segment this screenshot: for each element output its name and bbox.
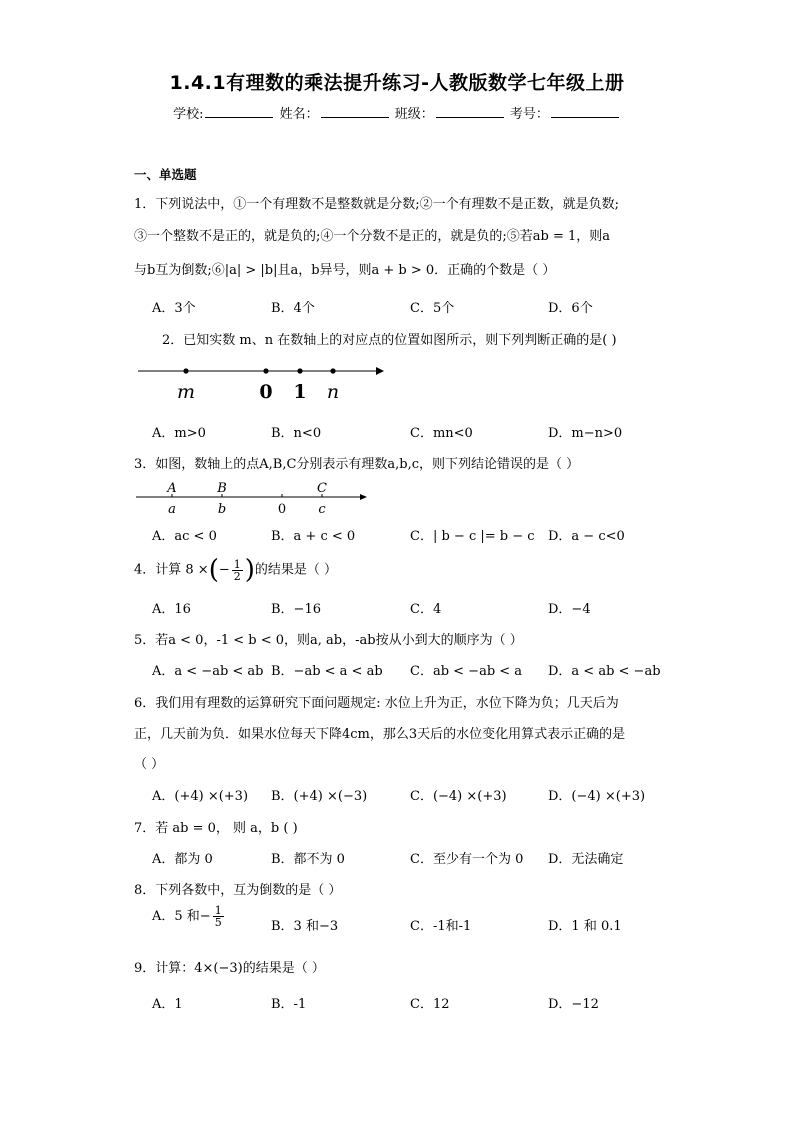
q3-label-C: C: [317, 481, 327, 496]
class-blank: [436, 105, 504, 118]
q1-line3: 与b互为倒数;⑥|a| > |b|且a，b异号，则a + b > 0．正确的个数是（ ）: [134, 263, 556, 278]
q3-option-a: A．ac < 0: [152, 529, 217, 544]
q4-stem: [134, 555, 337, 585]
q3-option-d: D．a − c<0: [548, 529, 625, 544]
q7-option-a: A．都为 0: [152, 852, 213, 867]
name-label: 姓名：: [279, 107, 319, 122]
q4-option-d: D．−4: [548, 602, 591, 617]
q2-point-n: [330, 368, 335, 373]
q3-label-A: A: [167, 481, 177, 496]
school-label: 学校:: [173, 107, 204, 122]
q1-option-b: B．4个: [271, 301, 315, 316]
q5-option-c: C．ab < −ab < a: [410, 664, 523, 679]
id-blank: [551, 105, 619, 118]
q4-fraction-numerator: 1: [233, 557, 241, 571]
q3-option-b: B．a + c < 0: [271, 529, 356, 544]
q4-option-a: A．16: [152, 602, 191, 617]
q6-line3: （ ）: [134, 757, 165, 772]
q2-stem: 2．已知实数 m、n 在数轴上的对应点的位置如图所示，则下列判断正确的是( ): [162, 333, 617, 348]
q8-option-a-numerator: 1: [214, 904, 222, 917]
q6-option-c: C．(−4) ×(+3): [410, 789, 507, 804]
q2-option-c: C．mn<0: [410, 426, 473, 441]
q2-label-1: 1: [293, 381, 307, 403]
q6-option-d: D．(−4) ×(+3): [548, 789, 646, 804]
q2-point-1: [297, 368, 302, 373]
q5-stem: 5．若a < 0，-1 < b < 0，则a, ab，-ab按从小到大的顺序为（ ）: [134, 633, 523, 648]
q7-option-b: B．都不为 0: [271, 852, 345, 867]
q9-option-d: D．−12: [548, 997, 599, 1012]
q1-option-c: C．5个: [410, 301, 455, 316]
q2-point-m: [183, 368, 188, 373]
q6-option-a: A．(+4) ×(+3): [152, 789, 249, 804]
q2-number-line: [136, 360, 386, 408]
q6-line1: 6．我们用有理数的运算研究下面问题规定: 水位上升为正，水位下降为负；几天后为: [134, 696, 619, 711]
q9-option-a: A．1: [152, 997, 183, 1012]
q8-option-a-fraction: [213, 905, 224, 928]
q1-option-a: A．3个: [152, 301, 196, 316]
q3-number-line: [134, 478, 374, 518]
page-title: 1.4.1有理数的乘法提升练习-人教版数学七年级上册: [169, 72, 625, 94]
q4-left-paren: (: [208, 555, 219, 585]
q7-option-c: C．至少有一个为 0: [410, 852, 524, 867]
q2-point-0: [263, 368, 268, 373]
q8-stem: 8．下列各数中，互为倒数的是（ ）: [134, 883, 342, 898]
q2-option-d: D．m−n>0: [548, 426, 623, 441]
q3-label-a: a: [168, 502, 176, 517]
q1-line2: ③一个整数不是正的，就是负的;④一个分数不是正的，就是负的;⑤若ab = 1，则a: [134, 229, 611, 244]
q4-stem-prefix: 4．计算 8 ×: [134, 562, 209, 578]
q8-option-a-denominator: 5: [214, 916, 222, 929]
q1-option-d: D．6个: [548, 301, 593, 316]
q2-arrow: [376, 367, 384, 375]
name-blank: [321, 105, 389, 118]
q2-label-0: 0: [259, 381, 273, 403]
q8-option-a: [152, 905, 226, 928]
q8-option-c: C．-1和-1: [410, 919, 472, 934]
q4-option-c: C．4: [410, 602, 442, 617]
q9-stem: 9．计算：4×(−3)的结果是（ ）: [134, 961, 325, 976]
q2-label-m: m: [176, 381, 196, 403]
q8-option-b: B．3 和−3: [271, 919, 339, 934]
q8-option-d: D．1 和 0.1: [548, 919, 622, 934]
class-label: 班级：: [394, 107, 434, 122]
q9-option-c: C．12: [410, 997, 450, 1012]
q3-label-B: B: [217, 481, 227, 496]
q4-option-b: B．−16: [271, 602, 321, 617]
q3-label-b: b: [217, 502, 227, 517]
q3-label-0: 0: [277, 502, 287, 517]
q5-option-d: D．a < ab < −ab: [548, 664, 661, 679]
q9-option-b: B．-1: [271, 997, 307, 1012]
student-info-line: [0, 103, 794, 122]
q4-minus: −: [218, 562, 230, 578]
q6-option-b: B．(+4) ×(−3): [271, 789, 368, 804]
q5-option-a: A．a < −ab < ab: [152, 664, 264, 679]
section-title: 一、单选题: [134, 167, 197, 182]
q2-label-n: n: [326, 381, 340, 403]
q5-option-b: B．−ab < a < ab: [271, 664, 383, 679]
q2-option-b: B．n<0: [271, 426, 322, 441]
q7-stem: 7．若 ab = 0， 则 a，b ( ): [134, 821, 298, 836]
q3-label-c: c: [318, 502, 326, 517]
school-blank: [205, 105, 273, 118]
q2-option-a: A．m>0: [152, 426, 206, 441]
id-label: 考号：: [509, 107, 549, 122]
q6-line2: 正，几天前为负．如果水位每天下降4cm，那么3天后的水位变化用算式表示正确的是: [134, 727, 626, 742]
q4-fraction-denominator: 2: [233, 569, 241, 583]
q1-line1: 1．下列说法中，①一个有理数不是整数就是分数;②一个有理数不是正数，就是负数;: [134, 197, 620, 212]
q3-option-c: C．| b − c |= b − c: [410, 529, 535, 544]
q4-right-paren: ): [244, 555, 255, 585]
q8-option-a-prefix: A．5 和−: [152, 909, 211, 924]
q4-stem-suffix: 的结果是（ ）: [254, 562, 338, 578]
q7-option-d: D．无法确定: [548, 852, 624, 867]
q4-fraction: [232, 559, 243, 582]
q3-arrow: [360, 494, 367, 500]
q3-stem: 3．如图，数轴上的点A,B,C分别表示有理数a,b,c，则下列结论错误的是（ ）: [134, 457, 580, 472]
